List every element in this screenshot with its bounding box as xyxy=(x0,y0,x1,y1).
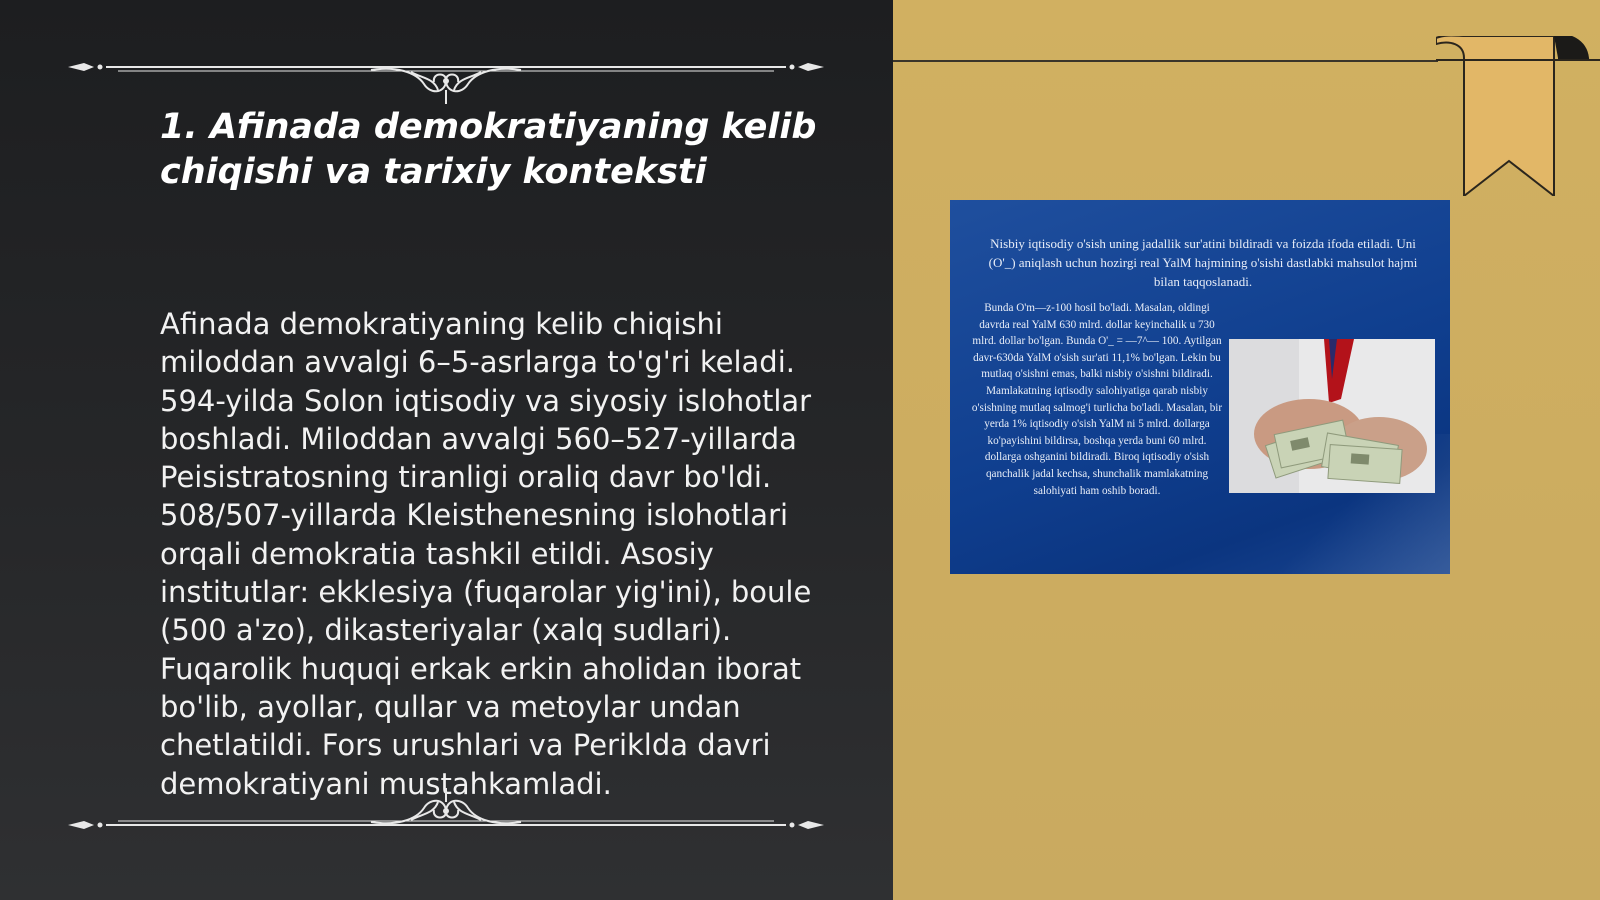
image-caption-text: Nisbiy iqtisodiy o'sish uning jadallik sur'atini bildiradi va foizda ifoda etiladi. Uni (O'_) aniqlash uchun hozirgi real YalM hajmining o'sishi dastlabki mahsulot hajmi bilan taqqoslanadi. xyxy=(988,236,1418,289)
money-in-hands-photo xyxy=(1229,339,1435,493)
top-ornament-divider xyxy=(66,50,826,106)
right-panel xyxy=(893,0,1600,900)
horizontal-rule xyxy=(893,60,1438,62)
slide-title: 1. Afinada demokratiyaning kelib chiqishi va tarixiy konteksti xyxy=(160,107,817,192)
slide-body-text: Afinada demokratiyaning kelib chiqishi miloddan avvalgi 6–5-asrlarga to'g'ri keladi. 594-yilda Solon iqtisodiy va siyosiy islohotlar boshladi. Miloddan avvalgi 560–527-yillarda Peisistratosning tiranligi oraliq davr bo'ldi. 508/507-yillarda Kleisthenesning islohotlari orqali demokratia tashkil etildi. Asosiy institutlar: ekklesiya (fuqarolar yig'ini), boule (500 a'zo), dikasteriyalar (xalq sudlari). Fuqarolik huquqi erkak erkin aholidan iborat bo'lib, ayollar, qullar va metoylar undan chetlatildi. Fors urushlari va Periklda davri demokratiyani mustahkamladi. xyxy=(160,307,812,801)
economic-growth-image xyxy=(950,200,1450,574)
bookmark-ribbon-icon xyxy=(1436,36,1600,196)
bottom-ornament-divider xyxy=(66,786,826,842)
image-body-text: Bunda O'm—z-100 hosil bo'ladi. Masalan, oldingi davrda real YalM 630 mlrd. dollar keyinchalik u 730 mlrd. dollar bo'lgan. Bunda O'_ = —7^— 100. Aytilgan davr-630da YalM o'sish sur'ati 11,1% bo'lgan. Lekin bu mutlaq o'sishni emas, balki nisbiy o'sishni bildiradi. Mamlakatning iqtisodiy salohiyatiga qarab nisbiy o'sishning mutlaq salmog'i turlicha bo'ladi. Masalan, bir yerda 1% iqtisodiy o'sish YalM ni 5 mlrd. dollarga ko'payishini bildirsa, boshqa yerda buni 60 mlrd. dollarga oshganini bildiradi. Biroq iqtisodiy o'sish qanchalik jadal kechsa, shunchalik mamlakatning salohiyati ham oshib boradi. xyxy=(971,302,1223,497)
